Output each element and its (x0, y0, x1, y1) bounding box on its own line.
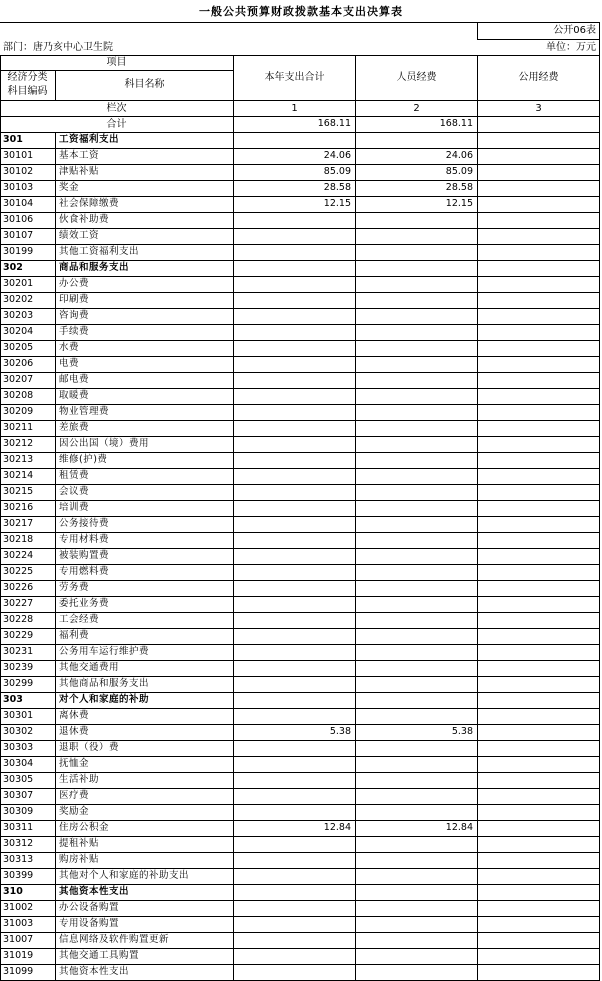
subject-name: 公务接待费 (59, 518, 110, 529)
form-no-bottom-rule (477, 39, 600, 40)
subject-code: 30225 (3, 566, 34, 577)
personnel-expense-value: 5.38 (451, 726, 473, 737)
subject-code: 30215 (3, 486, 34, 497)
personnel-expense-value: 85.09 (445, 166, 473, 177)
subject-code: 30229 (3, 630, 34, 641)
subject-name: 专用燃料费 (59, 566, 110, 577)
subject-code: 30204 (3, 326, 34, 337)
subject-name: 奖金 (59, 182, 80, 193)
total-expense-value: 24.06 (323, 150, 351, 161)
header-public-expense: 公用经费 (518, 72, 559, 83)
subject-name: 委托业务费 (59, 598, 110, 609)
subject-code: 31019 (3, 950, 34, 961)
subject-code: 30102 (3, 166, 34, 177)
subject-name: 津贴补贴 (59, 166, 100, 177)
subject-name: 绩效工资 (59, 230, 100, 241)
subject-code: 30199 (3, 246, 34, 257)
subject-code: 30309 (3, 806, 34, 817)
subject-name: 信息网络及软件购置更新 (59, 934, 170, 945)
subject-name: 商品和服务支出 (59, 262, 130, 273)
header-subject-code: 科目编码 (7, 86, 48, 97)
subject-name: 因公出国（境）费用 (59, 438, 150, 449)
subject-name: 水费 (59, 342, 80, 353)
total-expense-value: 12.84 (323, 822, 351, 833)
header-personnel-expense: 人员经费 (396, 72, 437, 83)
form-no-left-rule (477, 22, 478, 39)
form-number: 公开06表 (553, 25, 596, 36)
subject-name: 抚恤金 (59, 758, 90, 769)
subject-code: 30107 (3, 230, 34, 241)
subject-name: 维修(护)费 (59, 454, 108, 465)
subject-name: 福利费 (59, 630, 90, 641)
title-bottom-rule (0, 22, 600, 23)
subject-code: 30312 (3, 838, 34, 849)
subject-name: 培训费 (59, 502, 90, 513)
subject-code: 303 (3, 694, 23, 705)
subject-code: 30209 (3, 406, 34, 417)
row-index-1: 1 (291, 103, 298, 114)
total-row-total: 168.11 (317, 118, 351, 129)
subject-name: 会议费 (59, 486, 90, 497)
subject-name: 退职（役）费 (59, 742, 120, 753)
subject-code: 30201 (3, 278, 34, 289)
subject-code: 30227 (3, 598, 34, 609)
subject-code: 30212 (3, 438, 34, 449)
subject-code: 302 (3, 262, 23, 273)
subject-code: 30206 (3, 358, 34, 369)
row-index-3: 3 (535, 103, 542, 114)
subject-name: 咨询费 (59, 310, 90, 321)
subject-code: 30239 (3, 662, 34, 673)
subject-name: 医疗费 (59, 790, 90, 801)
personnel-expense-value: 12.15 (445, 198, 473, 209)
subject-code: 30217 (3, 518, 34, 529)
subject-code: 30205 (3, 342, 34, 353)
subject-code: 30203 (3, 310, 34, 321)
subject-code: 30226 (3, 582, 34, 593)
subject-name: 退休费 (59, 726, 90, 737)
subject-name: 伙食补助费 (59, 214, 110, 225)
subject-code: 31003 (3, 918, 34, 929)
subject-name: 租赁费 (59, 470, 90, 481)
subject-name: 取暖费 (59, 390, 90, 401)
total-expense-value: 85.09 (323, 166, 351, 177)
subject-code: 30305 (3, 774, 34, 785)
subject-name: 奖励金 (59, 806, 90, 817)
subject-name: 电费 (59, 358, 80, 369)
subject-name: 手续费 (59, 326, 90, 337)
subject-code: 30313 (3, 854, 34, 865)
subject-name: 公务用车运行维护费 (59, 646, 150, 657)
subject-code: 31002 (3, 902, 34, 913)
subject-name: 其他对个人和家庭的补助支出 (59, 870, 190, 881)
subject-code: 30302 (3, 726, 34, 737)
header-total-expense: 本年支出合计 (264, 72, 325, 83)
total-expense-value: 28.58 (323, 182, 351, 193)
subject-code: 31007 (3, 934, 34, 945)
total-expense-value: 5.38 (329, 726, 351, 737)
subject-name: 住房公积金 (59, 822, 110, 833)
left-border (0, 55, 1, 980)
subject-code: 30303 (3, 742, 34, 753)
subject-code: 30103 (3, 182, 34, 193)
total-row-person: 168.11 (439, 118, 473, 129)
subject-code: 30214 (3, 470, 34, 481)
subject-code: 30207 (3, 374, 34, 385)
subject-code: 30213 (3, 454, 34, 465)
subject-code: 31099 (3, 966, 34, 977)
subject-code: 301 (3, 134, 23, 145)
subject-name: 离休费 (59, 710, 90, 721)
subject-name: 邮电费 (59, 374, 90, 385)
subject-name: 提租补贴 (59, 838, 100, 849)
subject-code: 30202 (3, 294, 34, 305)
personnel-expense-value: 24.06 (445, 150, 473, 161)
subject-code: 30299 (3, 678, 34, 689)
subject-code: 30106 (3, 214, 34, 225)
header-econ-class: 经济分类 (7, 72, 48, 83)
subject-name: 其他商品和服务支出 (59, 678, 150, 689)
subject-name: 其他资本性支出 (59, 886, 130, 897)
subject-name: 工会经费 (59, 614, 100, 625)
header-subject-name: 科目名称 (124, 79, 165, 90)
subject-name: 其他交通工具购置 (59, 950, 140, 961)
subject-code: 30216 (3, 502, 34, 513)
total-row-label: 合计 (106, 119, 127, 130)
subject-name: 社会保障缴费 (59, 198, 120, 209)
subject-name: 工资福利支出 (59, 134, 120, 145)
subject-name: 劳务费 (59, 582, 90, 593)
subject-code: 30311 (3, 822, 34, 833)
subject-code: 30218 (3, 534, 34, 545)
subject-name: 差旅费 (59, 422, 90, 433)
subject-code: 30399 (3, 870, 34, 881)
row-index-2: 2 (413, 103, 420, 114)
subject-name: 其他资本性支出 (59, 966, 130, 977)
unit-label: 单位：万元 (546, 42, 596, 53)
subject-code: 30104 (3, 198, 34, 209)
table-title: 一般公共预算财政拨款基本支出决算表 (199, 5, 403, 18)
subject-name: 专用设备购置 (59, 918, 120, 929)
subject-code: 30231 (3, 646, 34, 657)
subject-name: 办公设备购置 (59, 902, 120, 913)
department-label: 部门：唐乃亥中心卫生院 (3, 42, 113, 53)
subject-code: 30301 (3, 710, 34, 721)
subject-name: 生活补助 (59, 774, 100, 785)
subject-code: 310 (3, 886, 23, 897)
subject-name: 其他工资福利支出 (59, 246, 140, 257)
subject-name: 办公费 (59, 278, 90, 289)
subject-name: 购房补贴 (59, 854, 100, 865)
total-expense-value: 12.15 (323, 198, 351, 209)
header-item: 项目 (106, 57, 127, 68)
subject-name: 物业管理费 (59, 406, 110, 417)
subject-name: 其他交通费用 (59, 662, 120, 673)
subject-code: 30228 (3, 614, 34, 625)
personnel-expense-value: 28.58 (445, 182, 473, 193)
subject-code: 30304 (3, 758, 34, 769)
subject-name: 被装购置费 (59, 550, 110, 561)
person-public-divider (477, 55, 478, 980)
row-index-label: 栏次 (106, 103, 127, 114)
subject-name: 印刷费 (59, 294, 90, 305)
subject-code: 30224 (3, 550, 34, 561)
subject-name: 专用材料费 (59, 534, 110, 545)
personnel-expense-value: 12.84 (445, 822, 473, 833)
subject-name: 对个人和家庭的补助 (59, 694, 150, 705)
subject-code: 30101 (3, 150, 34, 161)
subject-name: 基本工资 (59, 150, 100, 161)
subject-code: 30211 (3, 422, 34, 433)
subject-code: 30307 (3, 790, 34, 801)
subject-code: 30208 (3, 390, 34, 401)
